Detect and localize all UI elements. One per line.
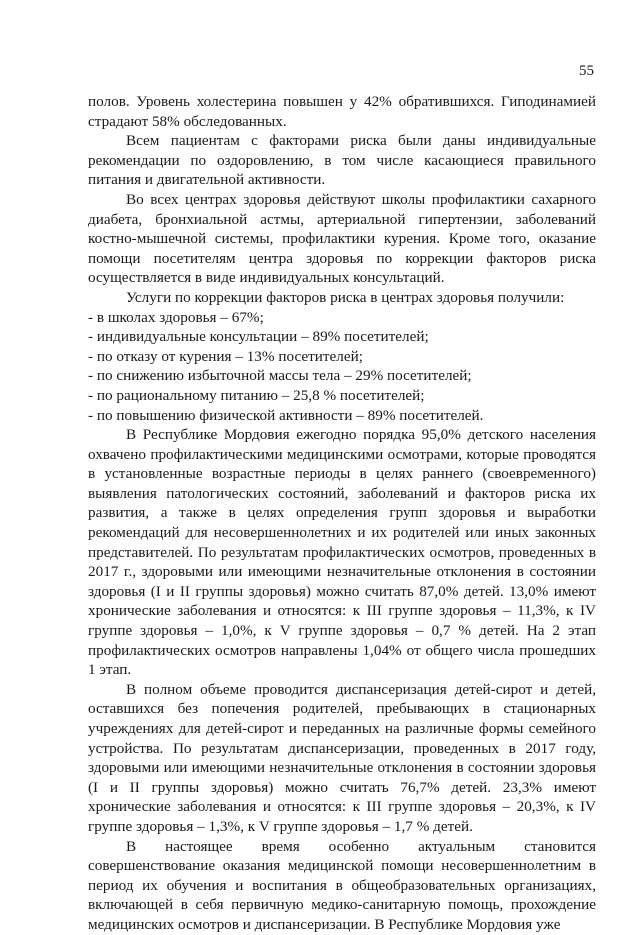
list-item: - по повышению физической активности – 89% посетителей. [88,406,484,424]
paragraph-services-intro: Услуги по коррекции факторов риска в центрах здоровья получили: [126,288,565,306]
services-list [88,308,596,426]
paragraph-school-medical-care: В настоящее время особенно актуальным становится совершенствование оказания медицинской помощи несовершеннолетним в период их обучения и воспитания в общеобразовательных организациях, включающей в себя первичную медико-санитарную помощь, прохождение медицинских осмотров и диспансеризации. В Республике Мордовия уже [88,837,596,933]
list-item: - индивидуальные консультации – 89% посетителей; [88,328,429,346]
paragraph-continuation: полов. Уровень холестерина повышен у 42% обратившихся. Гиподинамией страдают 58% обследованных. [88,93,596,130]
paragraph-orphan-screening: В полном объеме проводится диспансеризация детей-сирот и детей, оставшихся без попечения родителей, пребывающих в стационарных учреждениях для детей-сирот и переданных на различные формы семейного устройства. По результатам диспансеризации, проведенных в 2017 году, здоровыми или имеющими незначительные отклонения в состоянии здоровья (I и II группы здоровья) можно считать 76,7% детей. 23,3% имеют хронические заболевания и относятся: к III группе здоровья – 20,3%, к IV группе здоровья – 1,3%, к V группе здоровья – 1,7 % детей. [88,680,596,835]
page-number: 55 [579,63,594,79]
list-item: - по рациональному питанию – 25,8 % посетителей; [88,386,425,404]
paragraph-recommendations: Всем пациентам с факторами риска были даны индивидуальные рекомендации по оздоровлению, в том числе касающиеся правильного питания и двигательной активности. [88,132,596,189]
list-item: - по отказу от курения – 13% посетителей; [88,347,363,365]
document-body [88,92,596,935]
list-item: - в школах здоровья – 67%; [88,308,264,326]
paragraph-preventive-exams: В Республике Мордовия ежегодно порядка 95,0% детского населения охвачено профилактическими медицинскими осмотрами, которые проводятся в установленные возрастные периоды в целях раннего (своевременного) выявления патологических состояний, заболеваний и факторов риска их развития, а также в целях определения групп здоровья и выработки рекомендаций для несовершеннолетних и их родителей или иных законных представителей. По результатам профилактических осмотров, проведенных в 2017 г., здоровыми или имеющими незначительные отклонения в состоянии здоровья (I и II группы здоровья) можно считать 87,0% детей. 13,0% имеют хронические заболевания и относятся: к III группе здоровья – 11,3%, к IV группе здоровья – 1,0%, к V группе здоровья – 0,7 % детей. На 2 этап профилактических осмотров направлены 1,04% от общего числа прошедших 1 этап. [88,426,596,679]
paragraph-health-schools: Во всех центрах здоровья действуют школы профилактики сахарного диабета, бронхиальной астмы, артериальной гипертензии, заболеваний костно-мышечной системы, профилактики курения. Кроме того, оказание помощи посетителям центра здоровья по коррекции факторов риска осуществляется в виде индивидуальных консультаций. [88,190,596,287]
list-item: - по снижению избыточной массы тела – 29% посетителей; [88,367,472,385]
